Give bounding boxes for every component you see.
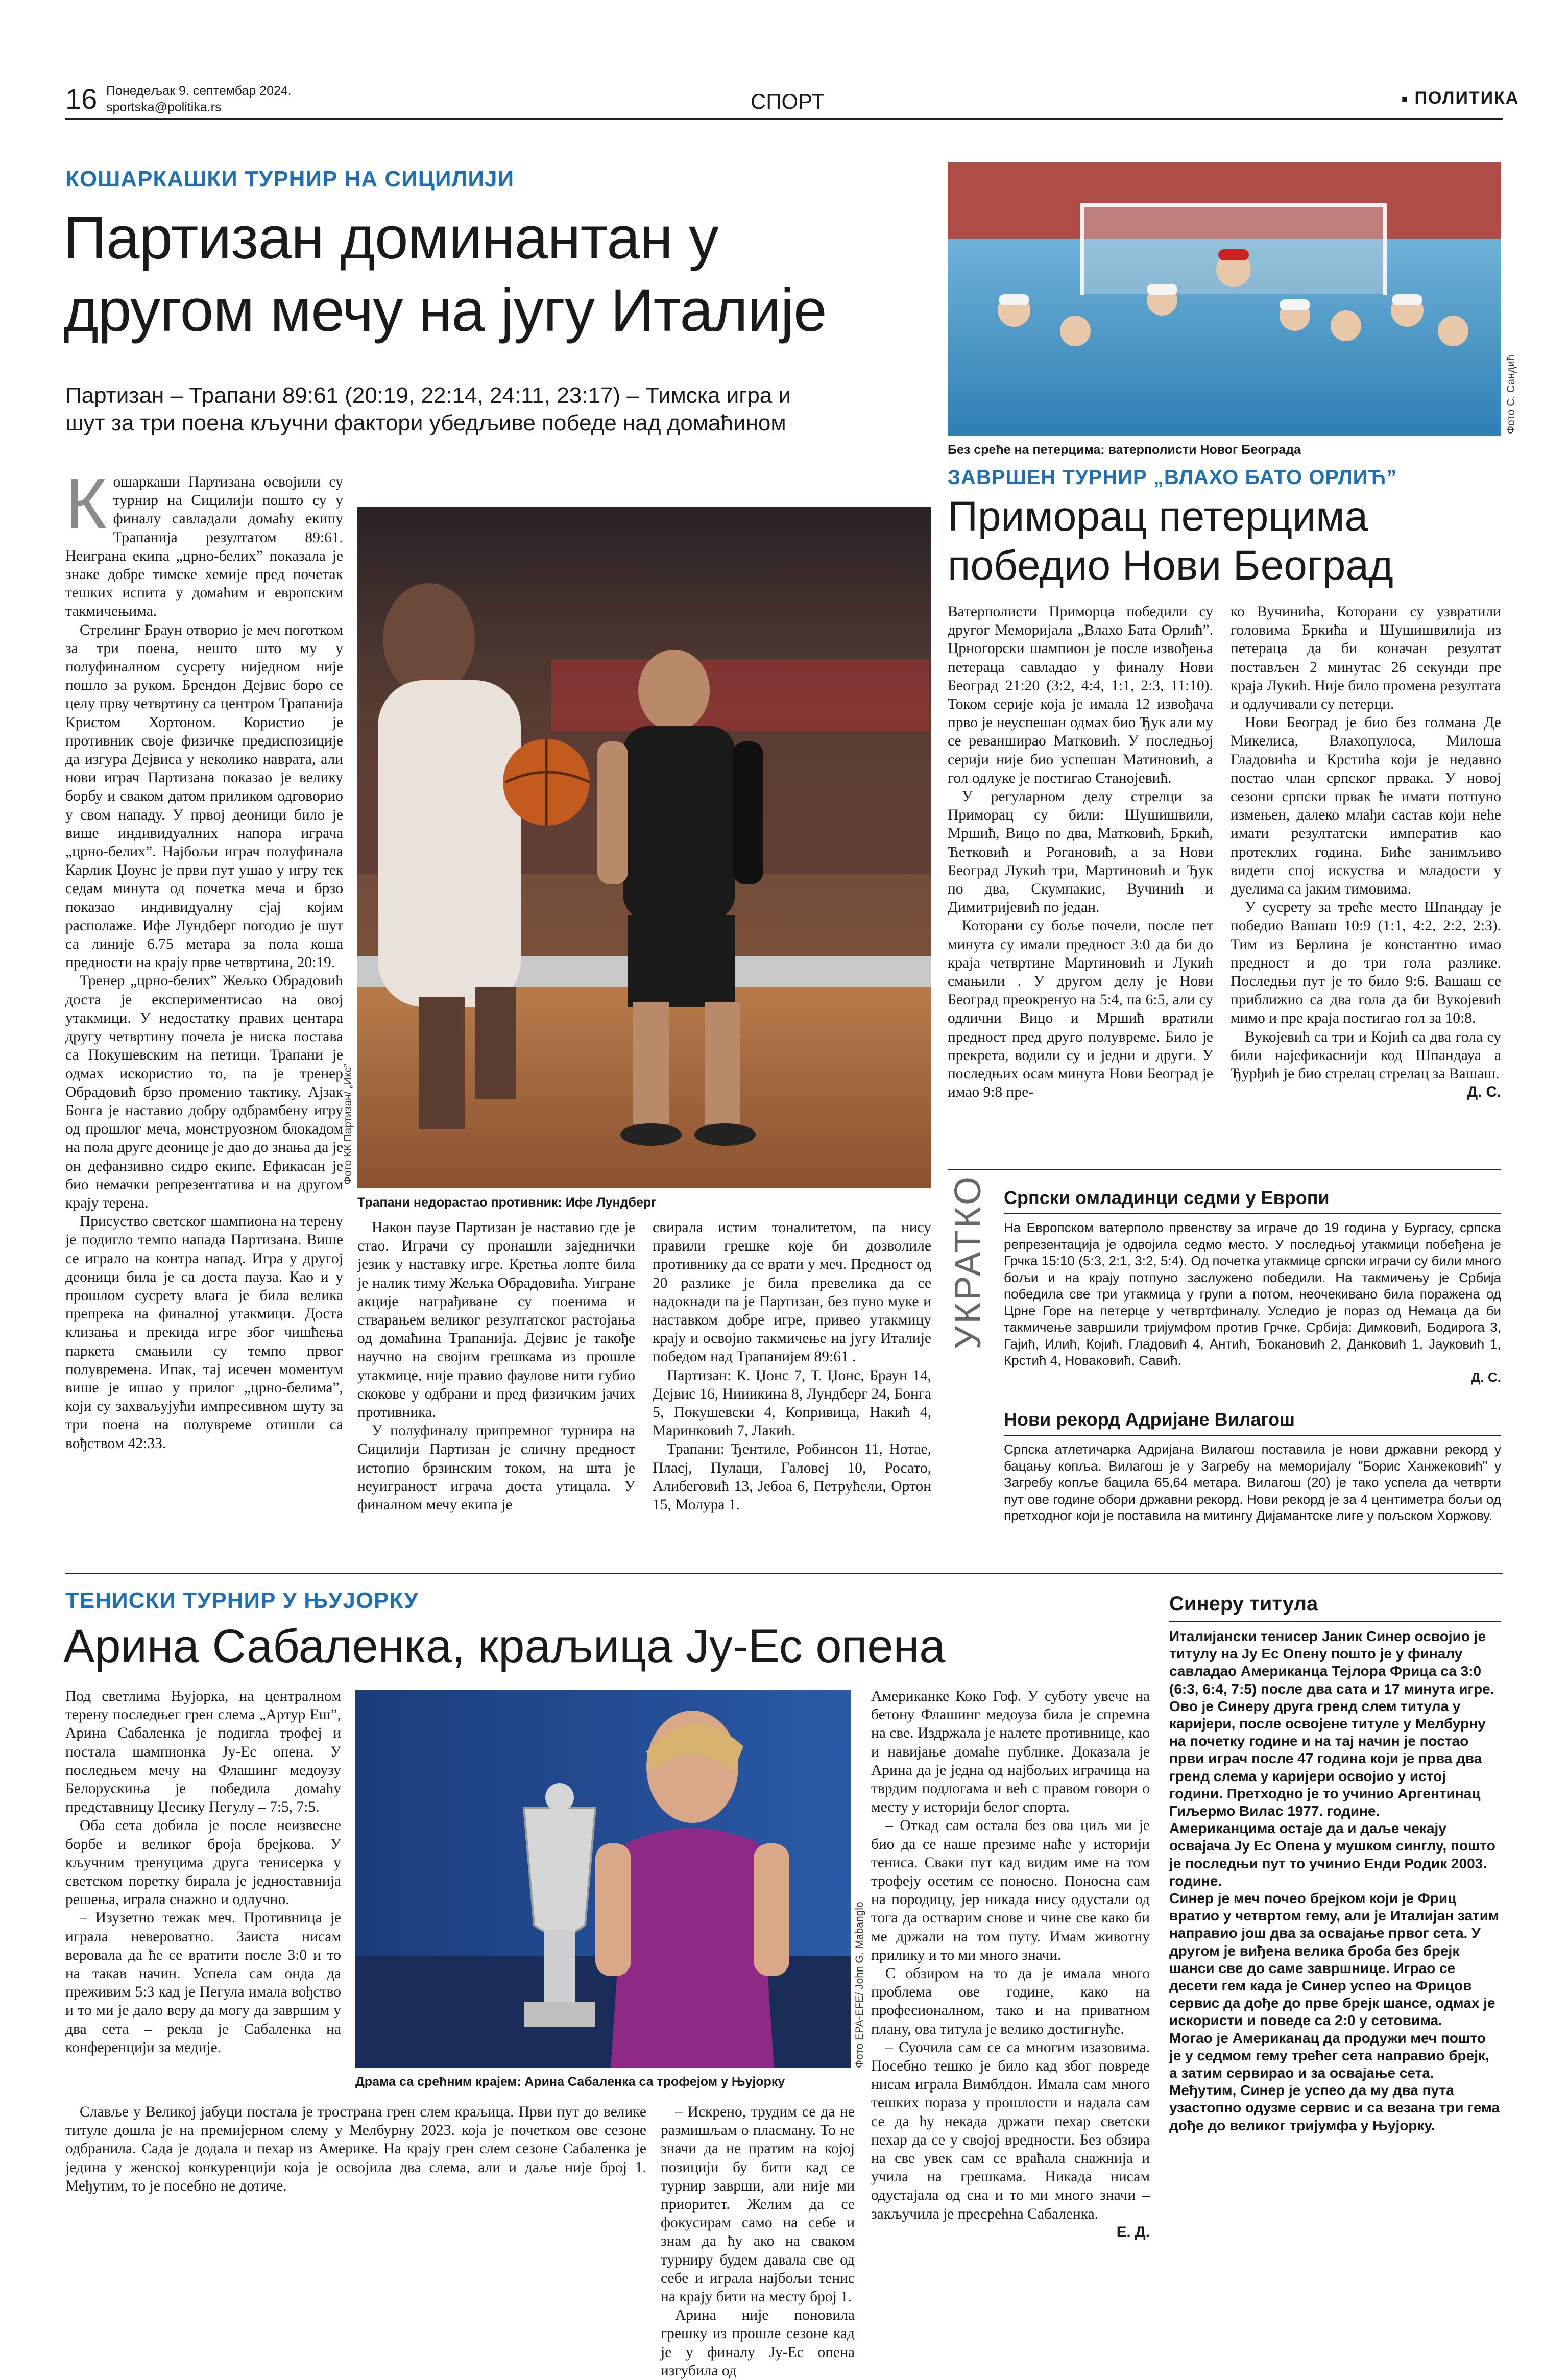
tennis-paragraph: Американке Коко Гоф. У суботу увече на бетону Флашинг медоуза била је спремна на све. Издржала је налете противнице, као и навијање домаће публике. Доказала је Арина да је једна од најбољих играчица на тврдим подлогама и већ с правом говори о месту у историји белог спорта. <box>871 1688 1150 1816</box>
page-header <box>0 0 1568 128</box>
tennis-full-width-paragraph <box>65 2103 646 2246</box>
waterpolo-column-2 <box>1231 603 1501 1162</box>
basket-photo-credit: Фото КК Партизан/ „Икс” <box>342 1063 354 1185</box>
kratko-item-1-text: На Европском ватерполо првенству за играче до 19 година у Бургасу, српска репрезентација је одвојила седмо место. У последњој утакмици побеђена је Грчка 15:10 (5:3, 2:1, 3:2, 5:4). Од почетка утакмице српски играчи су били много бољи и на крају потпуно заслужено победили. На такмичењу је Србија победила све три утакмица у групи а потом, неочекивано била поражена од Црне Горе на петерце у четвртфиналу. Уследио је пораз од Немаца да би такмичење завршили тријумфом против Грчке. Србија: Димковић, Бодирога 3, Гајић, Илић, Којић, Гладовић 4, Антић, Ђокановић 2, Данковић 1, Јауковић 1, Крстић 4, Новаковић, Савић. <box>1004 1220 1501 1368</box>
kratko-item-1-title: Српски омладинци седми у Европи <box>1004 1187 1330 1208</box>
waterpolo-column-1 <box>948 603 1213 1162</box>
sinner-paragraph: Синер је меч почео брејком који је Фриц вратио у четвртом гему, али је Италијан затим направио још два за освајање првог сета. У другом је виђена велика броба без брејк шанси све до саме завршнице. Играо се десети гем када је Синер успео на Фрицов сервис да дође до прве брејк шансе, одмах је искористи и поведе са 2:0 у сетовима. <box>1169 1890 1499 2029</box>
basket-paragraph: свирала истим тоналитетом, па нису правили грешке које би дозволиле противнику да се врати у меч. Предност од 20 разлике је била превелика да се надокнади па је Партизан, без пуно муке и наставком добре игре, привео утакмицу крају и освојио такмичење на југу Италије победом над Трапанијем 89:61 . <box>653 1219 931 1365</box>
sinner-title: Синеру титула <box>1169 1593 1318 1615</box>
tennis-paragraph: – Изузетно тежак меч. Противница је играла невероватно. Заиста нисам веровала да ће се вратити после 3:0 и то на такав начин. Успела сам онда да преживим 5:3 кад је Пегула имала вођство и то ми је дало веру да могу да завршим у два сета – рекла је Сабаленка на конференцији за медије. <box>65 1910 341 2056</box>
basketball-players-image <box>357 507 931 1188</box>
basket-title-line-1: Партизан доминантан у <box>63 204 718 272</box>
sinner-sidebar <box>1169 1583 1501 2247</box>
sinner-paragraph: Американцима остаје да и даље чекају освајача Ју Ес Опена у мушком синглу, пошто је последњи пут то учинио Енди Родик 2003. године. <box>1169 1820 1495 1889</box>
basket-lineup: Партизан: К. Џонс 7, Т. Џонс, Браун 14, Дејвис 16, Нииикина 8, Лундберг 24, Бонга 5, Покушевски 4, Копривица, Накић 4, Маринковић 7, Лакић. <box>653 1367 931 1439</box>
tennis-title: Арина Сабаленка, краљица Ју-Ес опена <box>63 1620 946 1672</box>
logo-mark-icon: ■ <box>1402 93 1409 105</box>
logo <box>1402 88 1519 109</box>
tennis-paragraph: Оба сета добила је после неизвесне борбе и великог броја брејкова. У кључним тренуцима друга тенисерка у светском поретку бирала је једноставнија решења, играла снажно и одлучно. <box>65 1817 341 1908</box>
basket-kicker: КОШАРКАШКИ ТУРНИР НА СИЦИЛИЈИ <box>65 166 515 191</box>
sinner-rule <box>1169 1621 1501 1622</box>
tennis-column-3 <box>871 1687 1150 2246</box>
basket-paragraph: У полуфиналу припремног турнира на Сицилији Партизан је сличну предност истопио брзинским током, на шта је неуигранoст играча доста утицала. У финалном мечу екипа је <box>357 1423 635 1513</box>
header-rule <box>65 118 1503 120</box>
tennis-kicker: ТЕНИСКИ ТУРНИР У ЊУЈОРКУ <box>65 1588 419 1613</box>
waterpolo-players-image <box>948 162 1501 436</box>
basket-title-line-2: другом мечу на југу Италије <box>63 277 827 344</box>
basket-column-3 <box>653 1218 931 1564</box>
tennis-column-1 <box>65 1687 341 2090</box>
header-date: Понедељак 9. септембар 2024. <box>106 84 292 98</box>
kratko-item-2 <box>1004 1409 1501 1524</box>
basket-paragraph: Стрелинг Браун отворио је меч поготком за три поена, нешто што му у полуфиналном сусрету ниједном није пошло за руком. Брендон Дејвис боро се целу прву четвртину са центром Трапанија Кристом Хортоном. Користио је противник своје физичке предиспозиције да изгура Дејвиса у неколико наврата, али нови играч Партизана показао је велику борбу и сваком датом приликом одговорио у свом нападу. У првој деоници било је више индивидуалних напора играча „црно-белих”. Најбољи играч полуфинала Карлик Џоунс је први пут ушао у игру тек седам минута од почетка меча и брзо показао индивидуалну сјај којим располаже. Ифе Лундберг погодио је шут са линије 6.75 метара за пола коша предности на крају прве четвртина, 20:19. <box>65 621 343 971</box>
sinner-paragraph: Ово је Синеру друга гренд слем титула у каријери, после освојене титуле у Мелбурну на почетку године и на тај начин је постао први играч после 47 година који је прва два гренд слема у каријери освојио у истој години. Претходно је то учинио Аргентинац Гиљермо Вилас 1977. године. <box>1169 1698 1486 1819</box>
kratko-item-1-rule <box>1004 1213 1501 1214</box>
kratko-item-2-title: Нови рекорд Адријане Вилагош <box>1004 1409 1295 1430</box>
kratko-item-2-text: Српска атлетичарка Адријана Вилагош поставила је нови државни рекорд у бацању копља. Вилагош је у Загребу на меморијалу "Борис Ханжековић" у Загребу копље бацила 65,64 метара. Вилагош (20) је тако успела да четврти пут ове године обори државни рекорд. Нови рекорд је за 4 центиметра бољи од претходног који је поставила на митингу Дијамантске лиге у пољском Хоржову. <box>1004 1441 1501 1523</box>
tennis-paragraph: Арина није поновила грешку из прошле сезоне кад је у финалу Ју-Ес опена изгубила од <box>661 2307 855 2379</box>
sinner-paragraph: Могао је Американац да продужи меч пошто је у седмом гему трећег сета направио брејк, а затим сервирао и за освајање сета. Међутим, Синер је успео да му два пута узастопно одузме сервис и са везана три гема дође до великог тријумфа у Њујорку. <box>1169 2030 1500 2133</box>
waterpolo-paragraph: У регуларном делу стрелци за Приморац су били: Шушишвили, Мршић, Вицо по два, Матковић, Бркић, Ћетковић и Рогановић, а за Нови Београд Лукић три, Мартиновић и Ђук по два, Скумпакис, Вучинић и Димитријевић по један. <box>948 788 1213 916</box>
waterpolo-paragraph: ко Вучинића, Которани су узвратили головима Бркића и Шушишвилија из петераца да би коначан резултат постављен 2 минутас 26 секунди пре краја Лукић. Није било промена резултата и одлучивали су петерци. <box>1231 604 1501 713</box>
basket-paragraph: Након паузе Партизан је наставио где је стао. Играчи су пронашли заједнички језик у наставку игре. Кретња лопте била је налик тиму Жељка Обрадовића. Уигране акције награђиване су поенима и стварањем великог резултатског растојања од домаћина Трапанија. Дејвис је такође научно на својим грешкама из прошле утакмице, није правио фауловe нити губио скокове у одбрани и пред физичким јачих противника. <box>357 1219 635 1421</box>
waterpolo-paragraph: Которани су боље почели, после пет минута су имали предност 3:0 да би до краја четвртине Мартиновић и Лукић смањили . У другом делу је Нови Београд преокренуо на 5:4, па 6:5, али су одлични Вицо и Мршић вратили предност пред друго полувреме. Било је прекрета, водили су и једни и други. У последњих осам минута Нови Београд је имао 9:8 пре- <box>948 918 1213 1101</box>
logo-text: ПОЛИТИКА <box>1414 88 1519 108</box>
basket-column-1 <box>65 464 343 1564</box>
kratko-item-1 <box>1004 1188 1501 1385</box>
basket-column-2 <box>357 1218 635 1564</box>
sabalenka-trophy-image <box>355 1690 851 2068</box>
tennis-paragraph: – Искрено, трудим се да не размишљам о пласману. То не значи да не пратим на којој позицији бу бити кад се турнир заврши, али није ми приоритет. Желим да се фокусирам само на себе и знам да ћу ако на сваком турниру будем давала све од себе и играла најбољи тенис на крају бити на месту број 1. <box>661 2104 855 2305</box>
waterpolo-title-line-2: победио Нови Београд <box>948 542 1393 589</box>
tennis-quote: – Откад сам остала без ова циљ ми је био да се наше презиме наће у историји тениса. Сваки пут кад видим име на том трофеју осетим се поносно. Поносна сам на породицу, јер никада нису одустали од тога да остварим снове и чине све како би ме држали на том путу. Имам животну прилику и то ми много значи. <box>871 1817 1150 1963</box>
waterpolo-kicker: ЗАВРШЕН ТУРНИР „ВЛАХО БАТО ОРЛИЋ” <box>948 466 1397 489</box>
basket-photo <box>357 507 931 1188</box>
tennis-paragraph: Под светлима Њујорка, на централном терену последњег грен слема „Артур Еш”, Арина Сабаленка је подигла трофеј и постала шампионка Ју-Ес опена. У последњем мечу на Флашинг медоузу Белорускиња је победила домаћу представницу Џесику Пегулу – 7:5, 7:5. <box>65 1688 341 1816</box>
basket-paragraph: ошаркаши Партизана освојили су турнир на Сицилији пошто су у финалу савладали домаћу екипу Трапанија резултатом 89:61. Неиграна екипа „црно-белих” показала је знаке добре тимске хемије пред почетак тешких испита у домаћим и европским такмичењима. <box>65 474 343 620</box>
drop-cap: К <box>65 464 107 544</box>
section-label: СПОРТ <box>751 89 825 113</box>
tennis-photo-credit: Фото EPA-EFE/ John G. Mabanglo <box>854 1902 865 2068</box>
header-email: sportska@politika.rs <box>106 100 222 114</box>
basket-paragraph: Присуство светског шампиона на терену је подигло темпо напада Партизана. Више се играло на контра напад. Игра у другој деоници била је са доста пауза. Као и у прошлом сусрету влага је била велика препрека на финалној утакмици. Доста клизања и прекида игре због чишћења паркета смањили су темпо првог полувремена. Ипак, тај исечен моментум више је ишао у прилог „црно-белима”, који су захваљујући импресивном шуту за три поена на полувреме отишли са вођством 42:33. <box>65 1213 343 1452</box>
kratko-item-1-signature: Д. С. <box>1471 1369 1501 1385</box>
kratko-label-text: УКРАТКО <box>948 1174 988 1350</box>
waterpolo-paragraph: Вукојевић са три и Којић са два гола су били најефикаснији код Шпандауа а Ђурђић је био стрелац стрелац за Вашаш. <box>1231 1028 1501 1083</box>
kratko-label <box>948 1174 988 1399</box>
basket-lineup: Трапани: Ђентиле, Робинсон 11, Нотае, Пласј, Пулаци, Галовеј 10, Росато, Алибеговић 13, Јебоа 6, Петрућели, Ортон 15, Молура 1. <box>653 1441 931 1513</box>
waterpolo-title-line-1: Приморац петерцима <box>948 493 1368 540</box>
kratko-top-rule <box>948 1169 1501 1170</box>
basket-paragraph: Тренер „црно-белих” Жељко Обрадовић доста је експериментисао на овој утакмици. У недостатку правих центара другу четвртину почела је ниска постава са Покушевским на петици. Трапани је одмах искористио то, па је тренер Обрадовић брзо променио тактику. Ајзак Бонга је наставио добру одбрамбену игру од прошлог меча, монструозном блокадом на пола друге деонице је дао до знања да је он дефанзивно сидро екипе. Ефикасан је био немачки репрезентатива и на другом крају терена. <box>65 973 343 1211</box>
sinner-paragraph: Италијански тенисер Јаник Синер освојио је титулу на Ју Ес Опену пошто је у финалу савладао Американца Тејлора Фрица са 3:0 (6:3, 6:4, 7:5) после два сата и 17 минута игре. <box>1169 1628 1494 1697</box>
waterpolo-paragraph: У сусрету за треће место Шпандау је победио Вашаш 10:9 (1:1, 4:2, 2:2, 2:3). Тим из Берлина је константно имао предност и до три гола разлике. Последњи пут је то било 9:6. Вашаш се приближио са два гола да би Вукојевић мимо и пре краја постигао гол за 10:8. <box>1231 899 1501 1027</box>
tennis-paragraph: Славље у Великој јабуци постала је тространа грен слем краљица. Први пут до велике титуле дошла је на премијерном слему у Мелбурну 2023. која је почетком ове сезоне одбранила. Сада је додала и пехар из Америке. На крају грен слем сезоне Сабаленка је једина у женској конкуренцији која је освојила два слема, али и даље није број 1. Међутим, то је посебно не дотиче. <box>65 2104 646 2194</box>
waterpolo-paragraph: Ватерполисти Приморца победили су другог Меморијала „Влахо Бата Орлић”. Црногорски шампион је после извођења петераца савладао у финалу Нови Београд 21:20 (3:2, 4:4, 1:1, 2:3, 11:10). Током серије која је имала 12 извођача прво је неуспешан одмах био Ђук али му се реванширао Матковић. У последњој серији није био успешан Матиновић, а гол одлуке је постигао Станојевић. <box>948 604 1213 786</box>
tennis-column-2 <box>661 2103 855 2379</box>
waterpolo-photo <box>948 162 1501 436</box>
tennis-photo <box>355 1690 851 2068</box>
waterpolo-paragraph: Нови Београд је био без голмана Де Микелиса, Влахопулоса, Милоша Гладовића и Крстића који је недавно постао члан српског првака. У новој сезони српски првак ће имати потпуно измењен, далеко млађи састав који неће имати резултатски императив као протеклих година. Биће занимљиво видети спој искуства и младости у дуелима са јаким тимовима. <box>1231 714 1501 898</box>
waterpolo-photo-credit: Фото С. Сандић <box>1505 354 1517 434</box>
waterpolo-signature: Д. С. <box>1467 1084 1501 1101</box>
tennis-photo-caption: Драма са срећним крајем: Арина Сабаленка са трофејом у Њујорку <box>355 2075 785 2089</box>
tennis-signature: Е. Д. <box>1116 2223 1150 2241</box>
tennis-top-rule <box>65 1573 1503 1574</box>
kratko-item-2-rule <box>1004 1435 1501 1436</box>
tennis-quote: – Суочила сам се са многим изазовима. Посебно тешко је било кад због повреде нисам играла Вимблдон. Имала сам много тешких пораза у прошлости и надала сам се да ћу некада држати пехар светски пехар да се у својој вредности. Без обзира на све увек сам се враћала снажнија и учила на грешкама. Никада нисам одустајала од сна и то ми много значи – закључила је пресрећна Сабаленка. <box>871 2039 1150 2222</box>
tennis-paragraph: С обзиром на то да је имала много проблема ове године, како на професионалном, тако и на приватном плану, ова титула је велико достигнуће. <box>871 1965 1150 2037</box>
basket-deck-line-1: Партизан – Трапани 89:61 (20:19, 22:14, 24:11, 23:17) – Тимска игра и <box>65 383 791 408</box>
basket-photo-caption: Трапани недорастао противник: Ифе Лундберг <box>357 1195 657 1210</box>
basket-deck-line-2: шут за три поена кључни фактори убедљиве победе над домаћином <box>65 411 786 436</box>
page-number: 16 <box>65 83 98 115</box>
waterpolo-photo-caption: Без среће на петерцима: ватерполисти Новог Београда <box>948 443 1301 457</box>
